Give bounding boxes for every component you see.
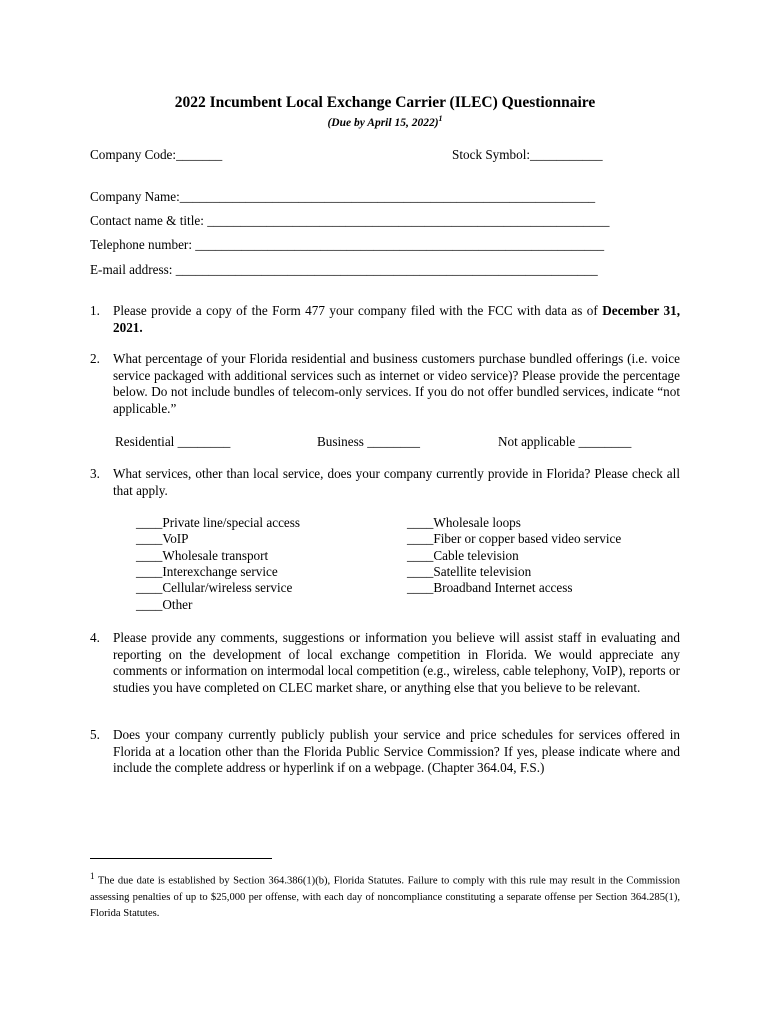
question-text: Does your company currently publicly publish your service and price schedules for services offered in Florida at a location other than the Florida Public Service Commission? If yes, please indicate where and include the complete address or hyperlink if on a webpage. (Chapter 364.04, F.S.)	[113, 727, 680, 775]
question-text: Please provide any comments, suggestions or information you believe will assist staff in evaluating and reporting on the development of local exchange competition in Florida. We would appreciate any comments or information on intermodal local competition (e.g., wireless, cable telephony, VoIP), reports or studies you have completed on CLEC market share, or anything else that you believe to be relevant.	[113, 630, 680, 695]
question-1	[90, 303, 680, 336]
question-text: What percentage of your Florida residential and business customers purchase bundled offerings (i.e. voice service packaged with additional services such as internet or video service)? Please provide the percentage below. Do not include bundles of telecom-only services. If you do not offer bundled services, indicate “not applicable.”	[113, 351, 680, 416]
service-option-private-line[interactable]: ____Private line/special access	[136, 515, 301, 530]
residential-percentage-field[interactable]: Residential ________	[115, 434, 231, 449]
question-number: 1.	[90, 303, 100, 318]
question-bold-date: December 31, 2021.	[113, 303, 680, 335]
question-2	[90, 351, 680, 417]
question-3	[90, 466, 680, 499]
question-number: 2.	[90, 351, 100, 366]
question-number: 4.	[90, 630, 100, 645]
due-date-subtitle	[0, 114, 770, 129]
question-4	[90, 630, 680, 696]
service-option-broadband-internet[interactable]: ____Broadband Internet access	[407, 580, 573, 595]
not-applicable-field[interactable]: Not applicable ________	[498, 434, 632, 449]
service-option-wholesale-transport[interactable]: ____Wholesale transport	[136, 548, 269, 563]
service-option-other[interactable]: ____Other	[136, 597, 193, 612]
page-title: 2022 Incumbent Local Exchange Carrier (ILEC) Questionnaire	[174, 94, 596, 111]
footnote-mark: 1	[90, 871, 95, 881]
contact-name-field[interactable]: Contact name & title: _____________________________________________________________	[90, 213, 610, 228]
service-option-fiber-copper-video[interactable]: ____Fiber or copper based video service	[407, 531, 622, 546]
footnote	[90, 868, 680, 922]
service-option-wholesale-loops[interactable]: ____Wholesale loops	[407, 515, 521, 530]
company-code-field[interactable]: Company Code:_______	[90, 147, 223, 162]
email-field[interactable]: E-mail address: ________________________________________________________________	[90, 262, 598, 277]
service-option-cable-television[interactable]: ____Cable television	[407, 548, 519, 563]
footnote-reference: 1	[438, 114, 443, 123]
question-text: Please provide a copy of the Form 477 your company filed with the FCC with data as of	[113, 303, 603, 318]
footnote-text: The due date is established by Section 364.386(1)(b), Florida Statutes. Failure to comply with this rule may result in the Commission assessing penalties of up to $25,000 per offense, with each day of noncompliance constituting a separate offense per Section 364.285(1), Florida Statutes.	[90, 875, 680, 919]
company-name-field[interactable]: Company Name:_______________________________________________________________	[90, 189, 596, 204]
question-number: 5.	[90, 727, 100, 742]
service-option-interexchange[interactable]: ____Interexchange service	[136, 564, 278, 579]
telephone-field[interactable]: Telephone number: ______________________________________________________________	[90, 237, 605, 252]
service-option-satellite-television[interactable]: ____Satellite television	[407, 564, 532, 579]
question-5	[90, 727, 680, 777]
footnote-divider	[90, 858, 272, 859]
business-percentage-field[interactable]: Business ________	[317, 434, 420, 449]
question-text: What services, other than local service, does your company currently provide in Florida? Please check all that apply.	[113, 466, 680, 498]
stock-symbol-field[interactable]: Stock Symbol:___________	[452, 147, 603, 162]
question-number: 3.	[90, 466, 100, 481]
due-date-text: (Due by April 15, 2022)	[327, 116, 439, 129]
service-option-voip[interactable]: ____VoIP	[136, 531, 189, 546]
service-option-cellular-wireless[interactable]: ____Cellular/wireless service	[136, 580, 293, 595]
